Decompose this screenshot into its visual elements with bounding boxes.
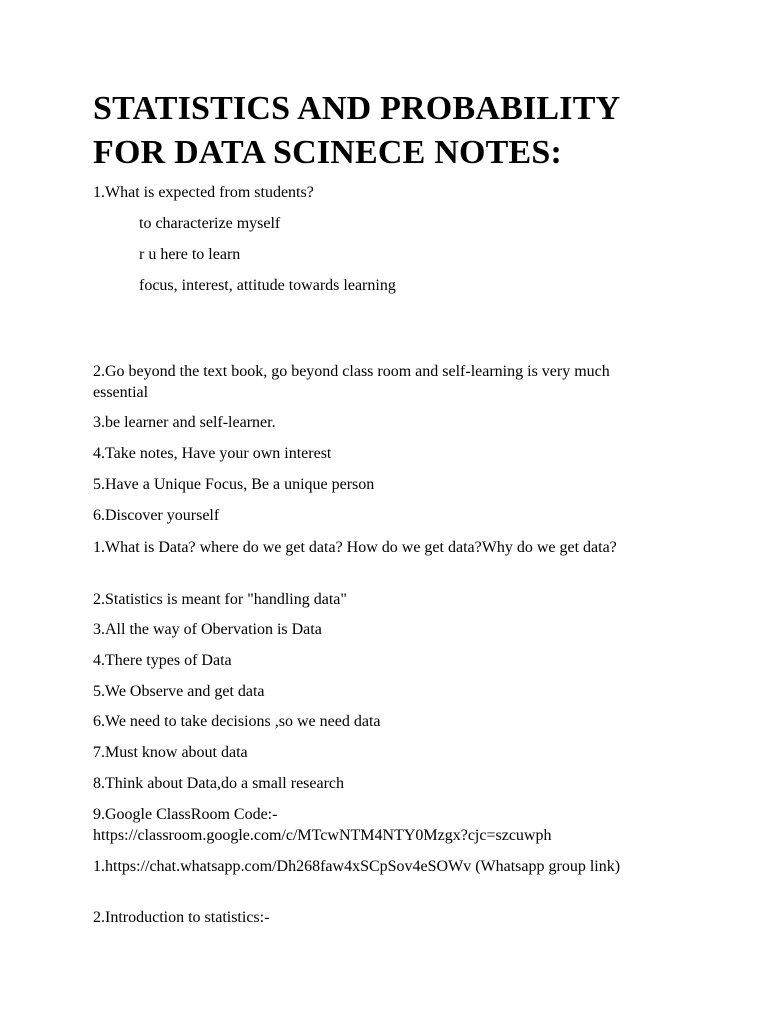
list-item: 3.be learner and self-learner. — [93, 414, 276, 431]
whatsapp-link-item[interactable]: 1.https://chat.whatsapp.com/Dh268faw4xSCpSov4eSOWv (Whatsapp group link) — [93, 858, 621, 875]
title-line-2: FOR DATA SCINECE NOTES: — [93, 134, 563, 171]
intro-item: 1.What is expected from students? — [93, 184, 314, 201]
title-line-1: STATISTICS AND PROBABILITY — [93, 90, 621, 127]
list-item: 2.Go beyond the text book, go beyond class room and self-learning is very much essential — [93, 363, 610, 401]
list-item: 7.Must know about data — [93, 744, 248, 761]
classroom-label: 9.Google ClassRoom Code:- — [93, 806, 278, 823]
list-item: 5.We Observe and get data — [93, 683, 265, 700]
list-item: 4.Take notes, Have your own interest — [93, 445, 332, 462]
list-item: 4.There types of Data — [93, 652, 232, 669]
list-item: 8.Think about Data,do a small research — [93, 775, 345, 792]
classroom-item — [93, 804, 663, 846]
list-item: 6.We need to take decisions ,so we need data — [93, 713, 381, 730]
list-item: 1.What is Data? where do we get data? How do we get data?Why do we get data? — [93, 539, 617, 556]
list-item: 2.Statistics is meant for "handling data" — [93, 591, 347, 608]
list-item: 2.Introduction to statistics:- — [93, 909, 270, 926]
list-item: 5.Have a Unique Focus, Be a unique person — [93, 476, 375, 493]
sub-item: to characterize myself — [139, 215, 281, 232]
sub-item: r u here to learn — [139, 246, 241, 263]
list-item: 3.All the way of Obervation is Data — [93, 621, 322, 638]
list-item: 6.Discover yourself — [93, 507, 220, 524]
sub-item: focus, interest, attitude towards learning — [139, 277, 396, 294]
classroom-link[interactable]: https://classroom.google.com/c/MTcwNTM4NTY0Mzgx?cjc=szcuwph — [93, 827, 552, 844]
document-title — [93, 87, 733, 175]
